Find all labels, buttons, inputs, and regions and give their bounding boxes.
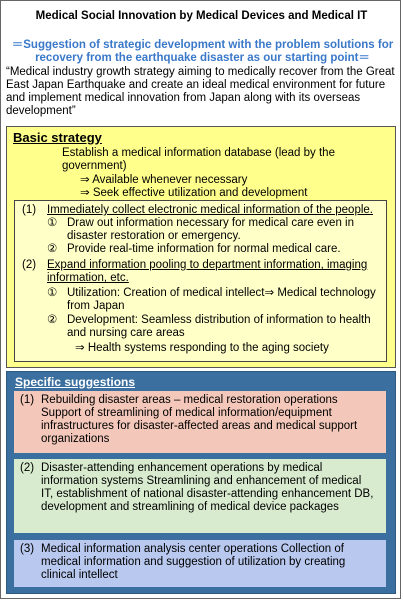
strategy-quote: “Medical industry growth strategy aiming to medically recover from the Great East Japan Earthquake and create an ideal medical environment for future and implement medical innovation from Japan along with its overseas development” xyxy=(6,66,395,117)
basic-strategy-intro: Establish a medical information database (lead by the government) xyxy=(62,147,335,172)
item-1-sub-1-number: ① xyxy=(47,217,58,229)
item-1-text: Immediately collect electronic medical information of the people. xyxy=(47,204,373,216)
suggestion-1-number: (1) xyxy=(20,394,35,406)
suggestion-1 xyxy=(14,391,386,453)
item-2-sub-1-text: Utilization: Creation of medical intellect⇒ Medical technology from Japan xyxy=(67,287,376,312)
item-1-sub-1-text: Draw out information necessary for medical care even in disaster restoration or emergency. xyxy=(67,217,354,242)
basic-arrow-1: ⇒ Available whenever necessary xyxy=(80,174,248,186)
item-1-sub-2-text: Provide real-time information for normal medical care. xyxy=(67,243,341,255)
basic-arrow-2: ⇒ Seek effective utilization and development xyxy=(80,187,308,199)
basic-strategy-box xyxy=(6,126,396,368)
item-2-sub-2-text: Development: Seamless distribution of information to health and nursing care areas xyxy=(67,314,371,339)
item-2-number: (2) xyxy=(22,259,37,271)
suggestion-3 xyxy=(14,540,386,587)
suggestion-3-number: (3) xyxy=(20,543,35,555)
item-1-number: (1) xyxy=(22,204,37,216)
item-1-sub-2-number: ② xyxy=(47,243,58,255)
item-2-sub-1-number: ① xyxy=(47,287,58,299)
specific-suggestions-box xyxy=(6,371,396,594)
suggestion-1-text: Rebuilding disaster areas – medical restoration operations Support of streamlining of medical information/equipment infrastructures for disaster-affected areas and medical support organizations xyxy=(41,394,358,445)
suggestion-2-text: Disaster-attending enhancement operations by medical information systems Streamlining and enhancement of medical IT, establishment of national disaster-attending enhancement DB, development and streamlining of medical device packages xyxy=(41,462,374,513)
diagram-title: Medical Social Innovation by Medical Devices and Medical IT xyxy=(35,10,368,22)
item-2-sub-2-number: ② xyxy=(47,314,58,326)
specific-suggestions-heading: Specific suggestions xyxy=(15,375,136,389)
suggestion-2 xyxy=(14,459,386,533)
diagram-subtitle: ＝Suggestion of strategic development with the problem solutions for recovery from the earthquake disaster as our starting point＝ xyxy=(11,39,394,64)
suggestion-3-text: Medical information analysis center operations Collection of medical information and suggestion of utilization by creating clinical intellect xyxy=(41,543,346,581)
basic-strategy-items xyxy=(14,200,387,362)
item-2-text: Expand information pooling to department information, imaging information, etc. xyxy=(47,259,368,284)
basic-strategy-heading: Basic strategy xyxy=(13,130,102,145)
suggestion-2-number: (2) xyxy=(20,462,35,474)
item-2-arrow: ⇒ Health systems responding to the aging society xyxy=(75,342,329,354)
